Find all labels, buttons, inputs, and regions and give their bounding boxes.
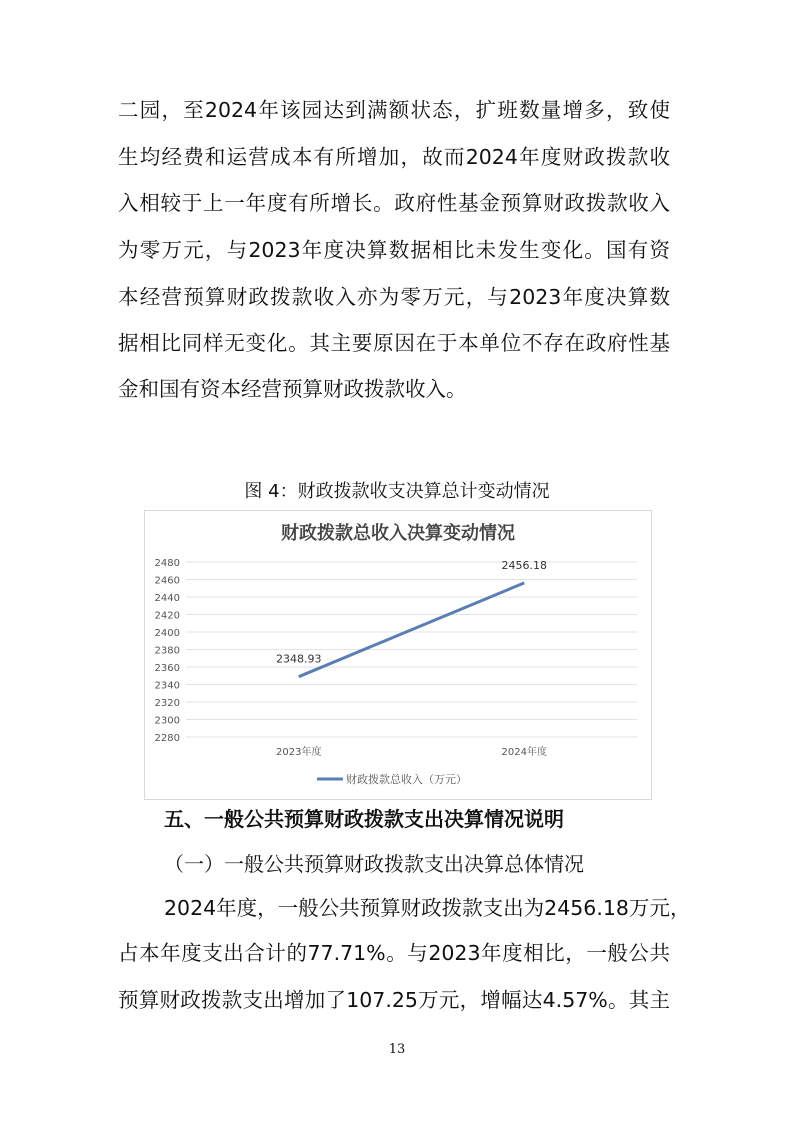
text-line: 本经营预算财政拨款收入亦为零万元，与2023年度决算数 [118, 285, 670, 309]
y-tick-label: 2380 [154, 645, 180, 657]
y-tick-label: 2320 [154, 698, 180, 709]
figure-caption: 图 4：财政拨款收支决算总计变动情况 [244, 481, 550, 502]
text-line: 生均经费和运营成本有所增加，故而2024年度财政拨款收 [118, 145, 670, 169]
data-label: 2456.18 [501, 558, 547, 572]
legend-label: 财政拨款总收入（万元） [346, 773, 467, 786]
line-chart [144, 510, 652, 800]
text-line: 预算财政拨款支出增加了107.25万元，增幅达4.57%。其主 [118, 988, 670, 1012]
page-number: 13 [388, 1042, 406, 1057]
chart-title: 财政拨款总收入决算变动情况 [281, 523, 515, 544]
y-tick-label: 2280 [154, 733, 180, 744]
y-tick-label: 2420 [154, 610, 180, 622]
x-tick-label: 2024年度 [501, 747, 547, 758]
y-tick-label: 2400 [154, 628, 180, 639]
y-tick-label: 2340 [154, 680, 180, 692]
data-label: 2348.93 [276, 652, 322, 666]
subheading: （一）一般公共预算财政拨款支出决算总体情况 [164, 852, 584, 876]
y-tick-label: 2300 [154, 715, 180, 727]
chart-svg [145, 511, 651, 799]
text-line: 2024年度，一般公共预算财政拨款支出为2456.18万元， [164, 896, 691, 920]
text-line: 为零万元，与2023年度决算数据相比未发生变化。国有资 [118, 238, 670, 262]
text-line: 据相比同样无变化。其主要原因在于本单位不存在政府性基 [118, 331, 670, 355]
text-line: 入相较于上一年度有所增长。政府性基金预算财政拨款收入 [118, 191, 670, 215]
section-heading: 五、一般公共预算财政拨款支出决算情况说明 [164, 807, 564, 831]
x-tick-label: 2023年度 [276, 747, 322, 758]
y-tick-label: 2460 [154, 575, 180, 587]
text-line: 金和国有资本经营预算财政拨款收入。 [118, 377, 467, 401]
y-tick-label: 2360 [154, 663, 180, 674]
text-line: 占本年度支出合计的77.71%。与2023年度相比，一般公共 [118, 941, 670, 965]
text-line: 二园，至2024年该园达到满额状态，扩班数量增多，致使 [118, 98, 670, 122]
y-tick-label: 2480 [154, 558, 180, 569]
y-tick-label: 2440 [154, 593, 180, 604]
